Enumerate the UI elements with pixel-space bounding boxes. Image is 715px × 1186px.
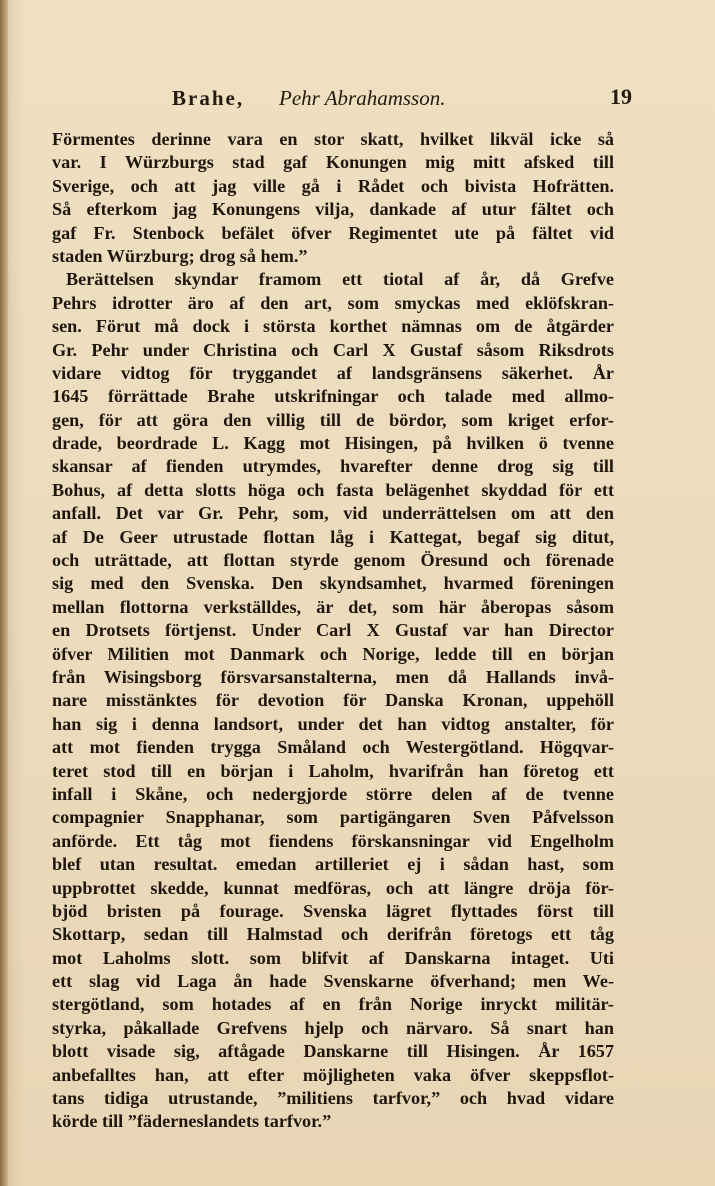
text-line: nare misstänktes för devotion för Danska Kronan, uppehöll [52, 690, 614, 711]
text-line: Berättelsen skyndar framom ett tiotal af år, då Grefve [66, 269, 614, 290]
text-line: anfall. Det var Gr. Pehr, som, vid underrättelsen om att den [52, 503, 614, 524]
page-gutter-shadow [0, 0, 8, 1186]
running-header [172, 86, 632, 116]
text-line: teret stod till en början i Laholm, hvarifrån han företog ett [52, 760, 614, 781]
page-number: 19 [610, 84, 632, 109]
text-line: Gr. Pehr under Christina och Carl X Gustaf såsom Riksdrots [52, 339, 614, 360]
text-line: en Drotsets förtjenst. Under Carl X Gustaf var han Director [52, 620, 614, 641]
text-line: styrka, påkallade Grefvens hjelp och närvaro. Så snart han [52, 1017, 614, 1038]
header-title: Pehr Abrahamsson. [279, 86, 446, 110]
text-line: blef utan resultat. emedan artilleriet ej i sådan hast, som [52, 854, 614, 875]
text-line: af De Geer utrustade flottan låg i Kattegat, begaf sig ditut, [52, 526, 614, 547]
text-line: tans tidiga utrustande, ”militiens tarfvor,” och hvad vidare [52, 1088, 614, 1109]
text-line: Sverige, och att jag ville gå i Rådet och bivista Hofrätten. [52, 175, 614, 196]
text-line: gen, för att göra den villig till de bördor, som kriget erfor- [52, 409, 614, 430]
text-line: mellan flottorna verkställdes, är det, som här åberopas såsom [52, 596, 614, 617]
text-line: anbefalltes han, att efter möjligheten vaka öfver skeppsflot- [52, 1064, 614, 1085]
text-line: stergötland, som hotades af en från Norige inryckt militär- [52, 994, 614, 1015]
text-line: gaf Fr. Stenbock befälet öfver Regimentet ute på fältet vid [52, 222, 614, 243]
text-line: han sig i denna landsort, under det han vidtog anstalter, för [52, 713, 614, 734]
text-line: infall i Skåne, och nedergjorde större delen af de tvenne [52, 783, 614, 804]
text-line: skansar af fienden utrymdes, hvarefter denne drog sig till [52, 456, 614, 477]
text-line: drade, beordrade L. Kagg mot Hisingen, på hvilken ö tvenne [52, 433, 614, 454]
body-text [52, 128, 614, 1134]
text-line: compagnier Snapphanar, som partigängaren Sven Påfvelsson [52, 807, 614, 828]
text-line: ett slag vid Laga ån hade Svenskarne öfverhand; men We- [52, 971, 614, 992]
text-line: 1645 förrättade Brahe utskrifningar och talade med allmo- [52, 386, 614, 407]
text-line: sen. Förut må dock i största korthet nämnas om de åtgärder [52, 316, 614, 337]
text-line: staden Würzburg; drog så hem.” [52, 245, 308, 266]
text-line: Så efterkom jag Konungens vilja, dankade af utur fältet och [52, 199, 614, 220]
text-line: bjöd bristen på fourage. Svenska lägret flyttades först till [52, 900, 614, 921]
text-line: Pehrs idrotter äro af den art, som smyckas med eklöfskran- [52, 292, 614, 313]
text-line: mot Laholms slott. som blifvit af Danskarna intaget. Uti [52, 947, 614, 968]
header-author: Brahe, [172, 86, 245, 110]
text-line: Skottarp, sedan till Halmstad och derifrån företogs ett tåg [52, 924, 614, 945]
text-line: från Wisingsborg försvarsanstalterna, men då Hallands invå- [52, 666, 614, 687]
text-line: Bohus, af detta slotts höga och fasta belägenhet skyddad för ett [52, 479, 614, 500]
text-line: körde till ”fäderneslandets tarfvor.” [52, 1111, 332, 1132]
text-line: vidare vidtog för tryggandet af landsgränsens säkerhet. År [52, 362, 614, 383]
text-line: och uträttade, att flottan styrde genom Öresund och förenade [52, 550, 614, 571]
text-line: blott visade sig, aftågade Danskarne till Hisingen. År 1657 [52, 1041, 614, 1062]
text-line: öfver Militien mot Danmark och Norige, ledde till en början [52, 643, 614, 664]
text-line: att mot fienden trygga Småland och Westergötland. Högqvar- [52, 737, 614, 758]
text-line: sig med den Svenska. Den skyndsamhet, hvarmed föreningen [52, 573, 614, 594]
text-line: uppbrottet skedde, kunnat medföras, och att längre dröja för- [52, 877, 614, 898]
text-line: anförde. Ett tåg mot fiendens förskansningar vid Engelholm [52, 830, 614, 851]
text-line: Förmentes derinne vara en stor skatt, hvilket likväl icke så [52, 129, 614, 149]
text-line: var. I Würzburgs stad gaf Konungen mig mitt afsked till [52, 152, 614, 173]
